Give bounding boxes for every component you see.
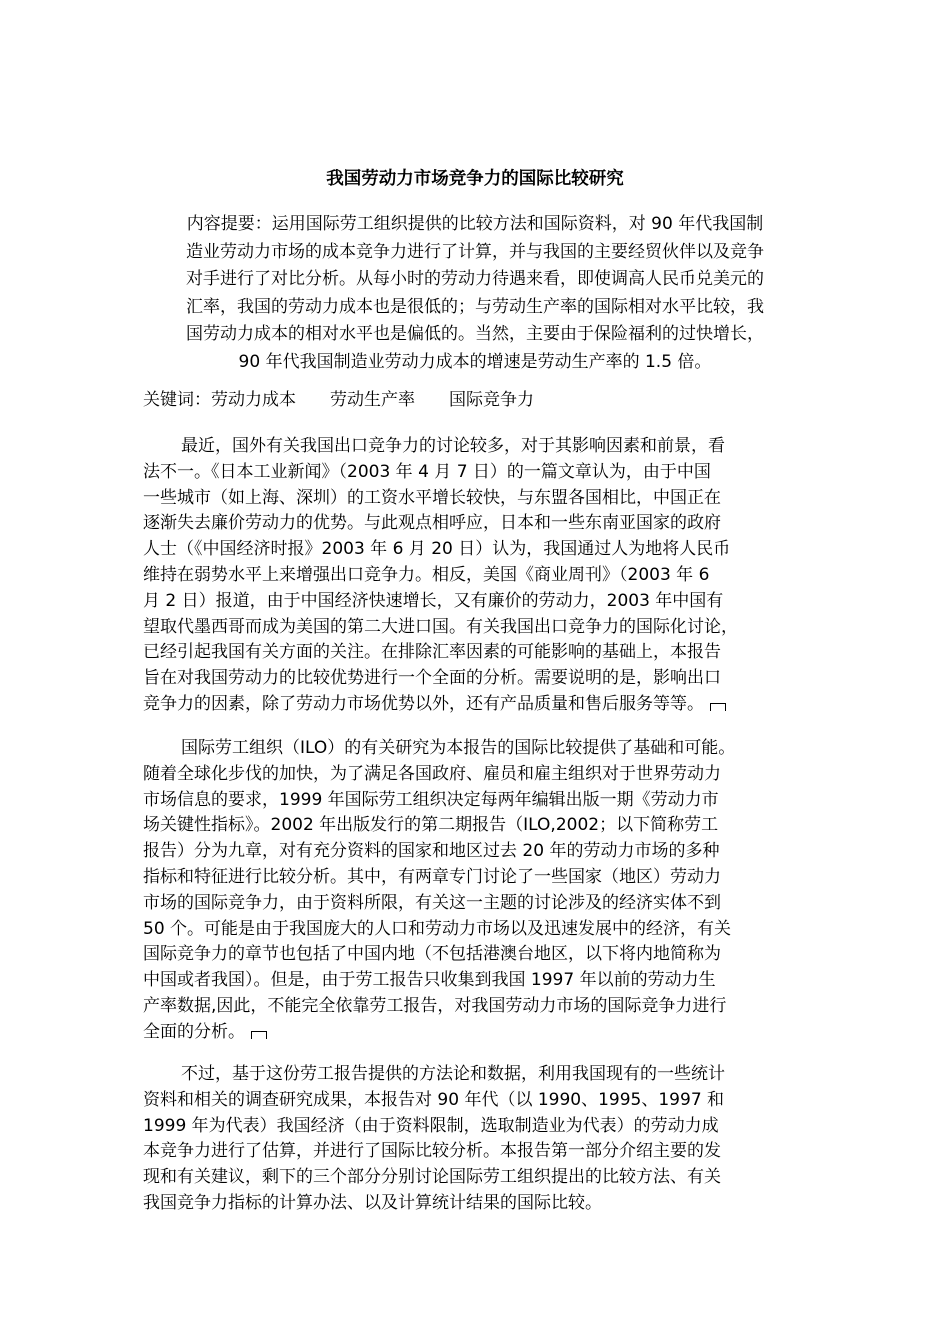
paragraph-line-text: 全面的分析。	[143, 1021, 245, 1042]
paragraph-line: 市场信息的要求，1999 年国际劳工组织决定每两年编辑出版一期《劳动力市	[143, 789, 719, 810]
paragraph-line-last	[143, 1020, 807, 1046]
paragraph-line: 资料和相关的调查研究成果，本报告对 90 年代（以 1990、1995、1997 和	[143, 1089, 725, 1110]
paragraph-line-text: 竞争力的因素，除了劳动力市场优势以外，还有产品质量和售后服务等等。	[143, 693, 704, 714]
paragraph-line: 维持在弱势水平上来增强出口竞争力。相反，美国《商业周刊》（2003 年 6	[143, 564, 710, 585]
paragraph-line: 人士（《中国经济时报》2003 年 6 月 20 日）认为，我国通过人为地将人民币	[143, 539, 731, 560]
paragraph-line-last	[143, 692, 807, 718]
keyword: 劳动力成本	[211, 390, 296, 410]
document-title: 我国劳动力市场竞争力的国际比较研究	[326, 169, 624, 189]
abstract-line: 汇率，我国的劳动力成本也是很低的；与劳动生产率的国际相对水平比较，我	[186, 296, 764, 317]
body-paragraph-2	[143, 736, 807, 1046]
paragraph-line: 随着全球化步伐的加快，为了满足各国政府、雇员和雇主组织对于世界劳动力	[143, 763, 721, 784]
paragraph-line: 50 个。可能是由于我国庞大的人口和劳动力市场以及迅速发展中的经济，有关	[143, 918, 732, 939]
paragraph-line: 市场的国际竞争力，由于资料所限，有关这一主题的讨论涉及的经济实体不到	[143, 892, 721, 913]
abstract-line: 造业劳动力市场的成本竞争力进行了计算，并与我国的主要经贸伙伴以及竞争	[186, 241, 764, 262]
paragraph-line: 中国或者我国）。但是，由于劳工报告只收集到我国 1997 年以前的劳动力生	[143, 970, 716, 991]
keyword: 国际竞争力	[449, 390, 534, 410]
abstract-line: 对手进行了对比分析。从每小时的劳动力待遇来看，即使调高人民币兑美元的	[186, 269, 764, 290]
abstract-line: 90 年代我国制造业劳动力成本的增速是劳动生产率的 1.5 倍。	[238, 351, 712, 372]
paragraph-line: 产率数据,因此，不能完全依靠劳工报告，对我国劳动力市场的国际竞争力进行	[143, 995, 727, 1016]
paragraph-line: 国际竞争力的章节也包括了中国内地（不包括港澳台地区，以下将内地简称为	[143, 944, 721, 965]
paragraph-line: 我国竞争力指标的计算办法、以及计算统计结果的国际比较。	[143, 1192, 602, 1213]
paragraph-line: 国际劳工组织（ILO）的有关研究为本报告的国际比较提供了基础和可能。	[181, 738, 736, 758]
paragraph-line: 场关键性指标》。2002 年出版发行的第二期报告（ILO,2002；以下简称劳工	[143, 815, 719, 836]
body-paragraph-3	[143, 1062, 807, 1217]
footnote-marker-icon[interactable]	[710, 703, 726, 711]
keyword: 劳动生产率	[330, 390, 415, 410]
abstract-line: 国劳动力成本的相对水平也是偏低的。当然，主要由于保险福利的过快增长，	[186, 324, 764, 345]
paragraph-line: 最近，国外有关我国出口竞争力的讨论较多，对于其影响因素和前景，看	[181, 436, 725, 456]
paragraph-line: 现和有关建议，剩下的三个部分分别讨论国际劳工组织提出的比较方法、有关	[143, 1167, 721, 1188]
paragraph-line: 1999 年为代表）我国经济（由于资料限制，选取制造业为代表）的劳动力成	[143, 1115, 719, 1136]
paragraph-line: 本竞争力进行了估算，并进行了国际比较分析。本报告第一部分介绍主要的发	[143, 1141, 721, 1162]
paragraph-line: 报告）分为九章，对有充分资料的国家和地区过去 20 年的劳动力市场的多种	[143, 841, 720, 862]
abstract-line: 内容提要：运用国际劳工组织提供的比较方法和国际资料，对 90 年代我国制	[186, 214, 764, 234]
paragraph-line: 已经引起我国有关方面的关注。在排除汇率因素的可能影响的基础上，本报告	[143, 642, 721, 663]
abstract	[143, 211, 807, 377]
paragraph-line: 旨在对我国劳动力的比较优势进行一个全面的分析。需要说明的是，影响出口	[143, 668, 721, 689]
keywords-label: 关键词：	[143, 390, 211, 410]
paragraph-line: 法不一。《日本工业新闻》（2003 年 4 月 7 日）的一篇文章认为，由于中国	[143, 461, 711, 482]
paragraph-line: 不过，基于这份劳工报告提供的方法论和数据，利用我国现有的一些统计	[181, 1064, 725, 1084]
paragraph-line: 逐渐失去廉价劳动力的优势。与此观点相呼应，日本和一些东南亚国家的政府	[143, 513, 721, 534]
keywords	[143, 387, 807, 414]
body-paragraph-1	[143, 434, 807, 718]
footnote-marker-icon[interactable]	[251, 1031, 267, 1039]
paragraph-line: 望取代墨西哥而成为美国的第二大进口国。有关我国出口竞争力的国际化讨论，	[143, 616, 738, 637]
paragraph-line: 月 2 日）报道，由于中国经济快速增长，又有廉价的劳动力，2003 年中国有	[143, 590, 724, 611]
paragraph-line: 指标和特征进行比较分析。其中，有两章专门讨论了一些国家（地区）劳动力	[143, 866, 721, 887]
paragraph-line: 一些城市（如上海、深圳）的工资水平增长较快，与东盟各国相比，中国正在	[143, 487, 721, 508]
